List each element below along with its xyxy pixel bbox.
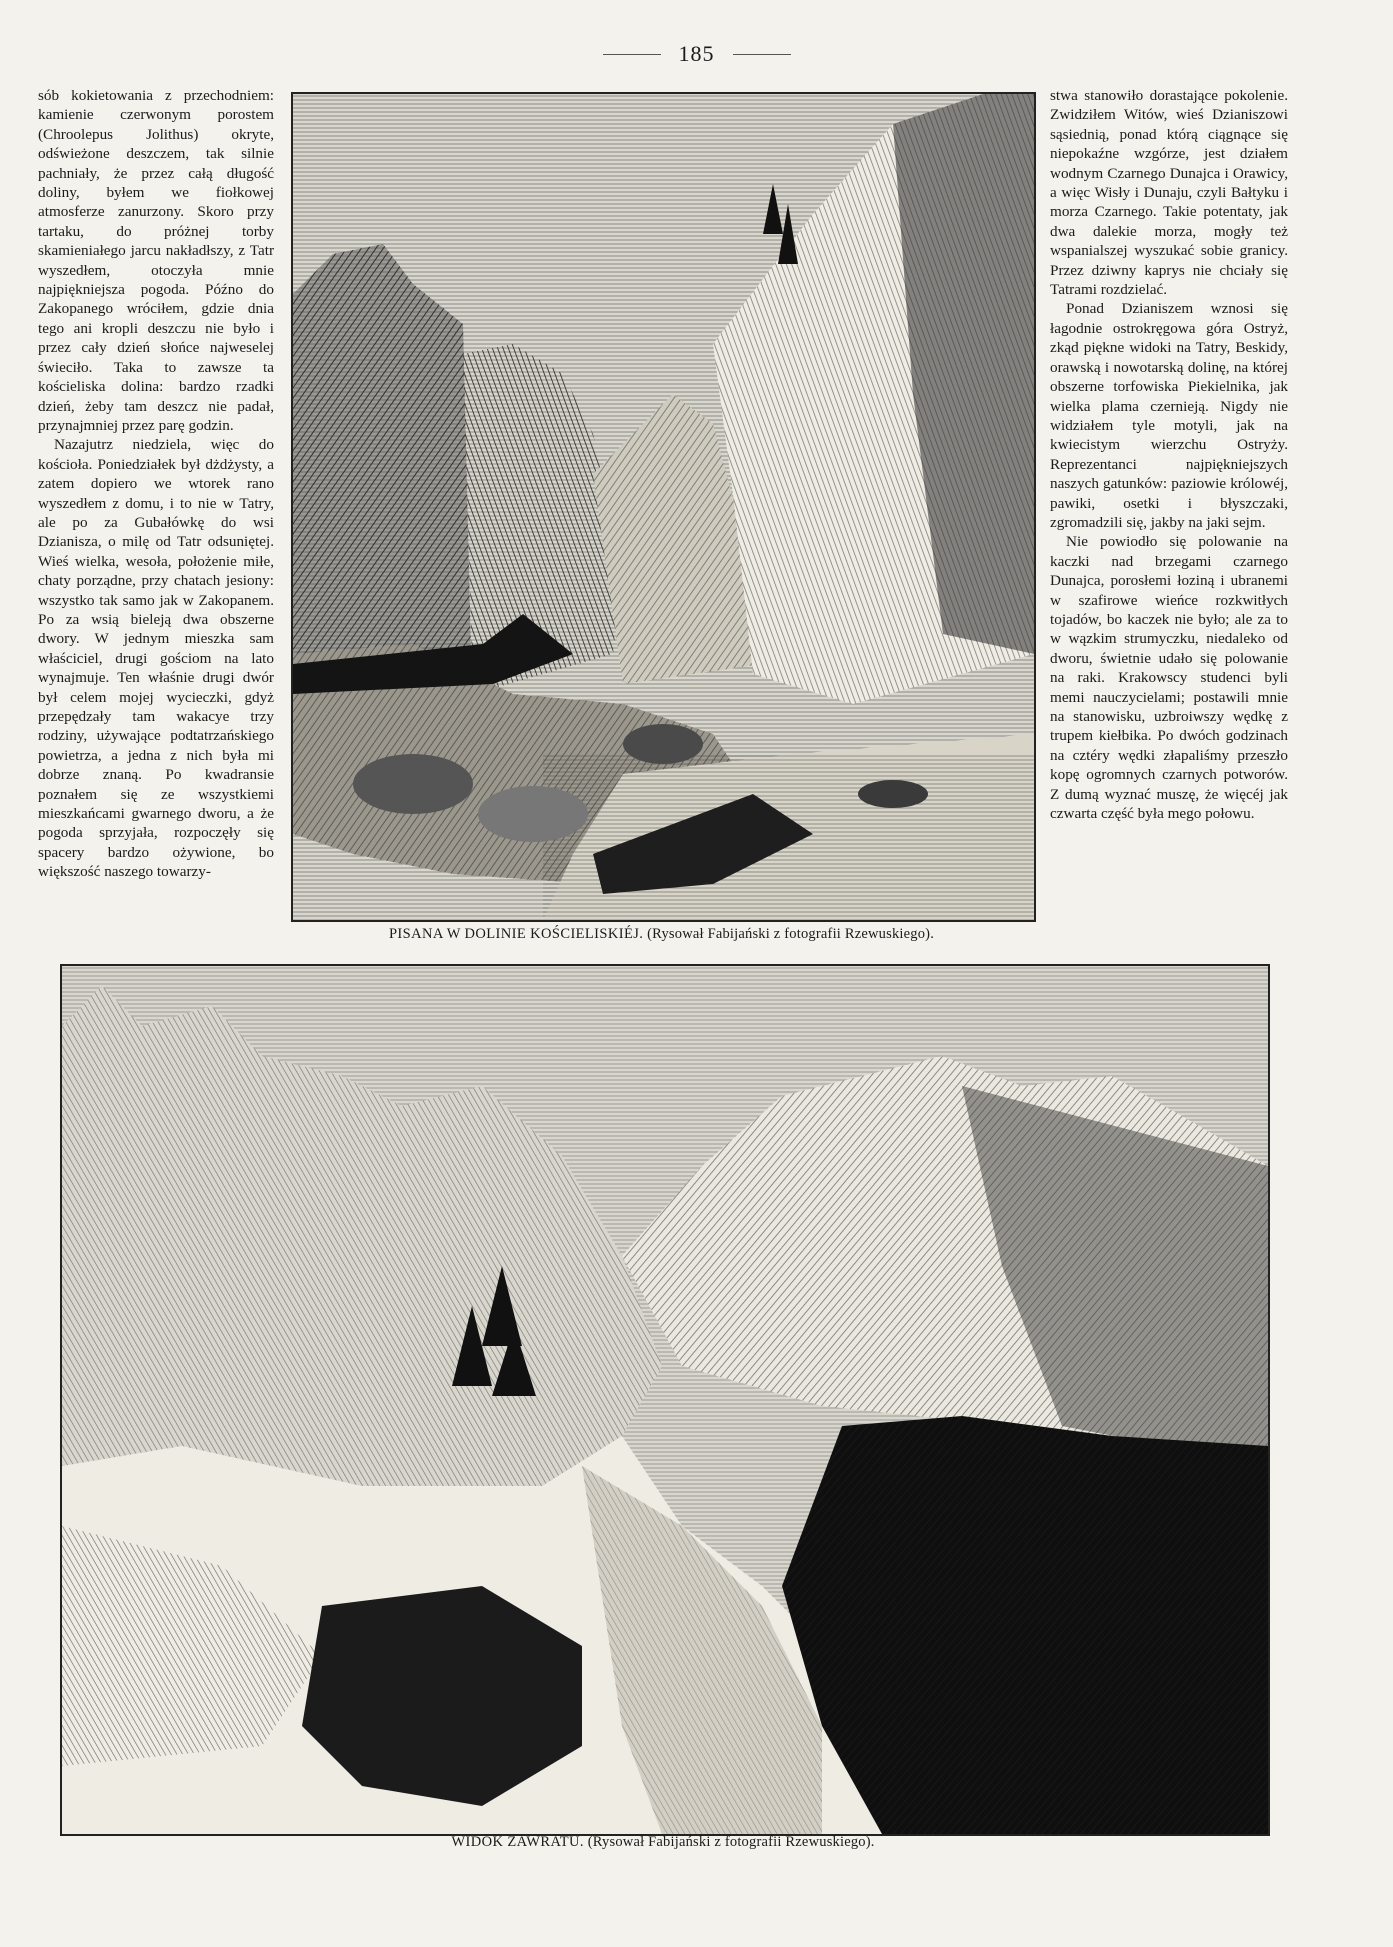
left-paragraph-2: Nazajutrz niedziela, więc do kościoła. Poniedziałek był dżdżysty, a zatem dopiero we wtorek rano wyszedłem z domu, i to nie w Tatry, ale po za Gubałówkę do wsi Dzianisza, o milę od Tatr odsuniętej. Wieś wielka, wesoła, położenie miłe, chaty porządne, przy chatach jesiony: wszystko tak samo jak w Zakopanem. Po za wsią bieleją dwa obszerne dwory. W jednym mieszka sam właściciel, drugi gościom na lato wynajmuje. Ten właśnie drugi dwór był celem mojej wycieczki, gdyż przepędzały tam wakacye trzy rodziny, używające podtatrzańskiego powietrza, a jedna z nich była mi dobrze znaną. Po kwadransie poznałem się ze wszystkiemi mieszkańcami gwarnego dworu, a że pogoda sprzyjała, rozpoczęły się spacery bardzo ożywione, bo większość naszego towarzy- [38,436,274,881]
right-paragraph-3: Nie powiodło się polowanie na kaczki nad brzegami czarnego Dunajca, porosłemi łoziną i ubranemi w szafirowe wieńce rozkwitłych tojadów, bo kaczek nie było; ale za to w wązkim strumyczku, niedaleko od dworu, świetnie udało się polowanie na raki. Krakowscy studenci byli memi nauczycielami; postawili mnie na stanowisku, uzbroiwszy wędkę z trupem kiełbika. Po dwóch godzinach na cztéry wędki złapaliśmy przeszło kopę ogromnych czarnych potworów. Z dumą wyznać muszę, że więcéj jak czwarta część była mego połowu. [1050,533,1288,823]
engraving-zawrat-view [60,964,1270,1836]
header-rule-right [733,54,791,55]
engraving-pisana-valley [291,92,1036,922]
engraving-zawrat-illustration [62,966,1268,1834]
header-rule-left [603,54,661,55]
right-text-column [1050,86,1288,823]
engraving-pisana-illustration [293,94,1034,920]
right-paragraph-2: Ponad Dzianiszem wznosi się łagodnie ostrokręgowa góra Ostryż, zkąd piękne widoki na Tatry, Beskidy, orawską i nowotarską dolinę, na której obszerne torfowiska Piekielnika, jak wielka plama czernieją. Nigdy nie widziałem tyle motyli, jak na kwiecistym wierzchu Ostryży. Reprezentanci najpiękniejszych naszych gatunków: paziowie królowéj, pawiki, osetki i błyszczaki, zgromadzili się, jakby na jaki sejm. [1050,300,1288,531]
left-paragraph-1: sób kokietowania z przechodniem: kamienie czerwonym porostem (Chroolepus Jolithus) okryte, odświeżone deszczem, tak silnie pachniały, że przez całą długość doliny, byłem we fiołkowej atmosferze zanurzony. Skoro przy tartaku, do próżnej torby skamieniałego jarcu nakładłszy, z Tatr wyszedłem, otoczyła mnie najpiękniejsza pogoda. Późno do Zakopanego wróciłem, gdzie dnia tego ani kropli deszczu nie było i przez cały dzień słońce najweselej świeciło. Taka to zawsze ta kościeliska dolina: bardzo rzadki dzień, żeby tam deszcz nie padał, przynajmniej przez parę godzin. [38,87,274,434]
right-paragraph-1: stwa stanowiło dorastające pokolenie. Zwidziłem Witów, wieś Dzianiszowi sąsiednią, ponad którą ciągnące się niepokaźne wzgórze, jest działem wodnym Czarnego Dunajca i Orawicy, a więc Wisły i Dunaju, czyli Bałtyku i morza Czarnego. Takie potentaty, jak dwa dalekie morza, mogły też wspanialszej wyszukać sobie granicy. Przez dziwny kaprys nie chciały się Tatrami rozdzielać. [1050,87,1288,299]
left-text-column [38,86,274,882]
caption-zawrat [60,1834,1266,1851]
caption-pisana [291,926,1032,943]
caption-pisana-title: PISANA W DOLINIE KOŚCIELISKIÉJ. [388,926,644,942]
caption-zawrat-credit: (Rysował Fabijański z fotografii Rzewuskiego). [587,1834,875,1850]
caption-zawrat-title: WIDOK ZAWRATU. [451,1834,584,1850]
page-header [0,42,1393,66]
caption-pisana-credit: (Rysował Fabijański z fotografii Rzewuskiego). [647,926,935,942]
page-number: 185 [678,41,715,66]
